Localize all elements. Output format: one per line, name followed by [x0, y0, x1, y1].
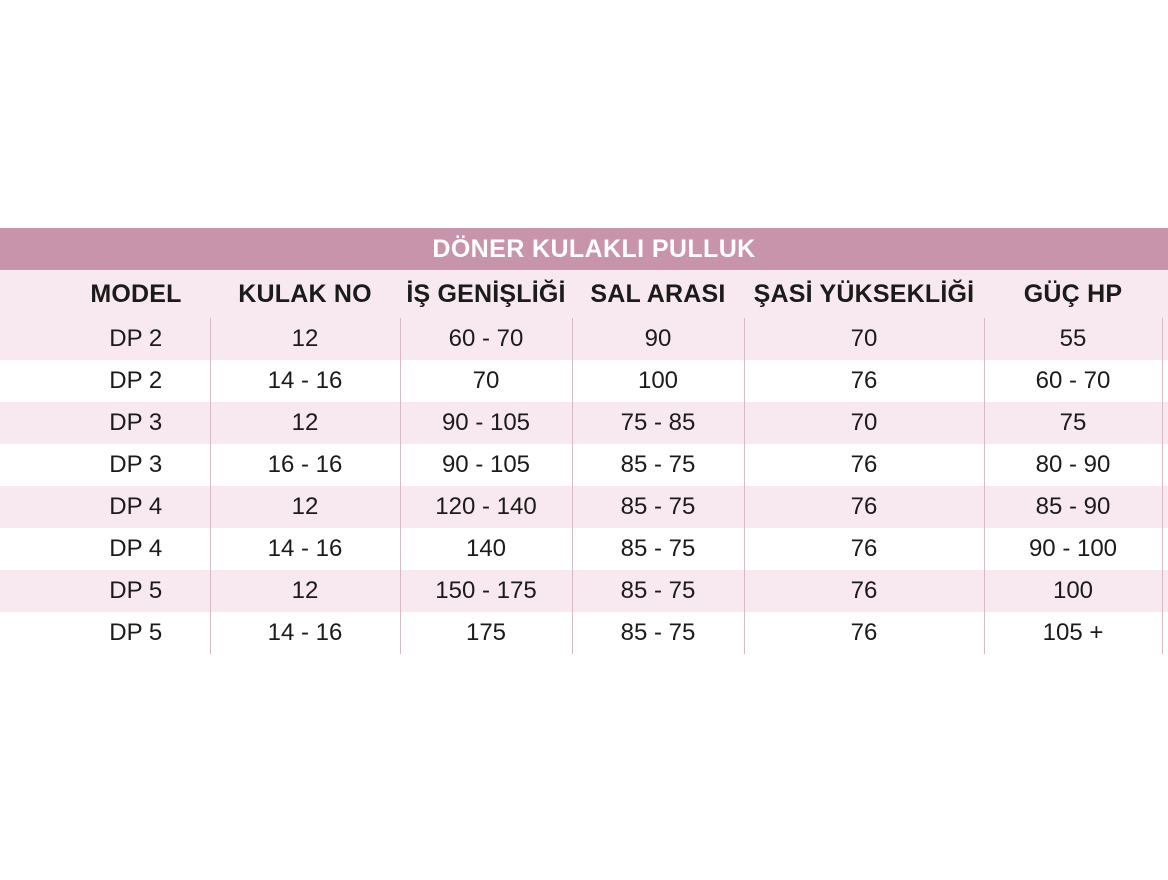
cell-is-genisligi: 140: [400, 528, 572, 570]
cell-guc-hp: 90 - 100: [984, 528, 1162, 570]
cell-guc-hp: 100: [984, 570, 1162, 612]
cell-sasi-yuksekligi: 76: [744, 486, 984, 528]
table-row: [0, 402, 1168, 444]
row-edge-right: [1162, 318, 1168, 360]
cell-kulak-no: 14 - 16: [210, 528, 400, 570]
cell-kulak-no: 12: [210, 318, 400, 360]
cell-model: DP 2: [62, 360, 210, 402]
cell-sal-arasi: 85 - 75: [572, 570, 744, 612]
table-row: [0, 612, 1168, 654]
row-edge-left: [0, 612, 62, 654]
cell-model: DP 5: [62, 612, 210, 654]
table-row: [0, 486, 1168, 528]
table-row: [0, 360, 1168, 402]
row-edge-left: [0, 402, 62, 444]
cell-kulak-no: 14 - 16: [210, 360, 400, 402]
cell-model: DP 4: [62, 486, 210, 528]
cell-sal-arasi: 75 - 85: [572, 402, 744, 444]
cell-kulak-no: 12: [210, 486, 400, 528]
cell-sasi-yuksekligi: 76: [744, 528, 984, 570]
cell-is-genisligi: 60 - 70: [400, 318, 572, 360]
cell-guc-hp: 80 - 90: [984, 444, 1162, 486]
cell-guc-hp: 75: [984, 402, 1162, 444]
table-title-row: [0, 228, 1168, 270]
header-spacer-left: [0, 270, 62, 318]
cell-sal-arasi: 85 - 75: [572, 612, 744, 654]
table-title: DÖNER KULAKLI PULLUK: [0, 228, 1168, 270]
cell-kulak-no: 12: [210, 570, 400, 612]
row-edge-left: [0, 360, 62, 402]
table-row: [0, 444, 1168, 486]
row-edge-left: [0, 486, 62, 528]
cell-is-genisligi: 70: [400, 360, 572, 402]
cell-sasi-yuksekligi: 70: [744, 402, 984, 444]
header-spacer-right: [1162, 270, 1168, 318]
table-header-row: [0, 270, 1168, 318]
cell-sasi-yuksekligi: 76: [744, 360, 984, 402]
column-header-model: MODEL: [62, 270, 210, 318]
row-edge-right: [1162, 612, 1168, 654]
cell-is-genisligi: 150 - 175: [400, 570, 572, 612]
cell-sasi-yuksekligi: 70: [744, 318, 984, 360]
cell-guc-hp: 55: [984, 318, 1162, 360]
cell-is-genisligi: 120 - 140: [400, 486, 572, 528]
cell-kulak-no: 12: [210, 402, 400, 444]
cell-kulak-no: 14 - 16: [210, 612, 400, 654]
row-edge-right: [1162, 444, 1168, 486]
cell-model: DP 5: [62, 570, 210, 612]
row-edge-right: [1162, 528, 1168, 570]
row-edge-left: [0, 318, 62, 360]
specification-table: [0, 228, 1168, 654]
column-header-sasi-yuksekligi: ŞASİ YÜKSEKLİĞİ: [744, 270, 984, 318]
column-header-sal-arasi: SAL ARASI: [572, 270, 744, 318]
row-edge-left: [0, 444, 62, 486]
row-edge-left: [0, 570, 62, 612]
row-edge-right: [1162, 486, 1168, 528]
cell-guc-hp: 105 +: [984, 612, 1162, 654]
spec-table-container: [0, 228, 1168, 654]
cell-sal-arasi: 85 - 75: [572, 486, 744, 528]
table-row: [0, 528, 1168, 570]
cell-sasi-yuksekligi: 76: [744, 612, 984, 654]
cell-guc-hp: 60 - 70: [984, 360, 1162, 402]
table-row: [0, 570, 1168, 612]
cell-sasi-yuksekligi: 76: [744, 444, 984, 486]
cell-guc-hp: 85 - 90: [984, 486, 1162, 528]
cell-model: DP 2: [62, 318, 210, 360]
cell-is-genisligi: 175: [400, 612, 572, 654]
cell-is-genisligi: 90 - 105: [400, 444, 572, 486]
cell-model: DP 4: [62, 528, 210, 570]
table-body: [0, 228, 1168, 654]
cell-model: DP 3: [62, 444, 210, 486]
cell-model: DP 3: [62, 402, 210, 444]
column-header-guc-hp: GÜÇ HP: [984, 270, 1162, 318]
column-header-is-genisligi: İŞ GENİŞLİĞİ: [400, 270, 572, 318]
cell-sal-arasi: 85 - 75: [572, 528, 744, 570]
cell-is-genisligi: 90 - 105: [400, 402, 572, 444]
row-edge-right: [1162, 402, 1168, 444]
cell-sal-arasi: 100: [572, 360, 744, 402]
cell-sasi-yuksekligi: 76: [744, 570, 984, 612]
row-edge-right: [1162, 360, 1168, 402]
cell-sal-arasi: 85 - 75: [572, 444, 744, 486]
column-header-kulak-no: KULAK NO: [210, 270, 400, 318]
cell-kulak-no: 16 - 16: [210, 444, 400, 486]
cell-sal-arasi: 90: [572, 318, 744, 360]
row-edge-left: [0, 528, 62, 570]
table-row: [0, 318, 1168, 360]
row-edge-right: [1162, 570, 1168, 612]
